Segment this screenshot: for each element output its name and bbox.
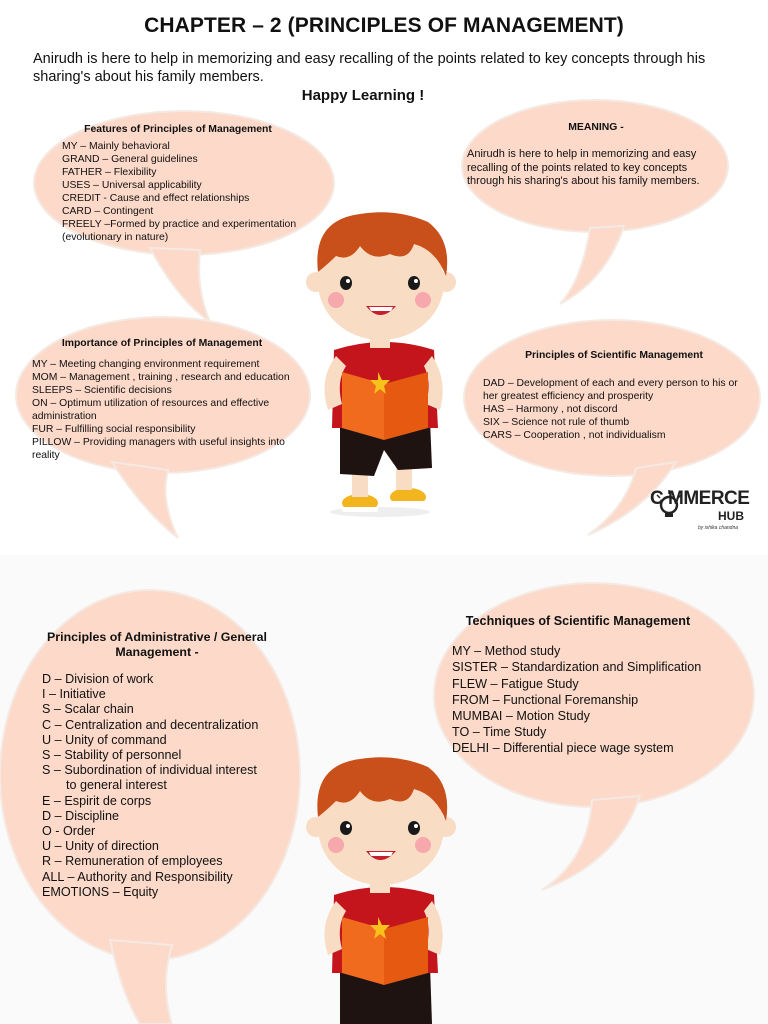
- list-item: GRAND – General guidelines: [62, 154, 198, 165]
- techniques-text: [452, 614, 744, 757]
- commerce-hub-logo: [650, 488, 760, 538]
- techniques-heading: Techniques of Scientific Management: [465, 614, 691, 628]
- features-bubble-tail: [150, 248, 210, 322]
- list-item: U – Unity of direction: [42, 839, 159, 854]
- features-list: [62, 140, 312, 244]
- scientific-text: [483, 349, 745, 442]
- list-item: S – Scalar chain: [42, 702, 134, 717]
- administrative-text: [42, 630, 282, 900]
- list-item: SIX – Science not rule of thumb: [483, 417, 630, 428]
- list-item: D – Division of work: [42, 672, 154, 686]
- importance-text: [32, 337, 304, 462]
- list-item: R – Remuneration of employees: [42, 854, 223, 869]
- list-item: DELHI – Differential piece wage system: [452, 741, 674, 756]
- list-item: to general interest: [66, 778, 167, 793]
- list-item: SLEEPS – Scientific decisions: [32, 385, 172, 396]
- list-item: C – Centralization and decentralization: [42, 717, 259, 732]
- list-item: CREDIT - Cause and effect relationships: [62, 193, 250, 204]
- logo-sub: HUB: [718, 509, 744, 523]
- meaning-body: Anirudh is here to help in memorizing and easy recalling of the points related to key concepts through his sharing's about his family members.: [467, 148, 700, 187]
- intro-text: Anirudh is here to help in memorizing and easy recalling of the points related to key concepts through his sharing's about his family members.: [33, 51, 706, 85]
- list-item: EMOTIONS – Equity: [42, 884, 159, 899]
- list-item: O - Order: [42, 824, 96, 839]
- scientific-heading: Principles of Scientific Management: [525, 350, 703, 361]
- list-item: MOM – Management , training , research and education: [32, 372, 290, 383]
- list-item: FATHER – Flexibility: [62, 167, 157, 178]
- techniques-bubble-tail: [542, 796, 640, 890]
- list-item: USES – Universal applicability: [62, 180, 202, 191]
- list-item: ON – Optimum utilization of resources and effective administration: [32, 398, 270, 422]
- list-item: FROM – Functional Foremanship: [452, 692, 639, 707]
- list-item: MY – Meeting changing environment requirement: [32, 359, 260, 370]
- list-item: D – Discipline: [42, 808, 119, 823]
- administrative-heading: Principles of Administrative / General Management -: [47, 630, 267, 659]
- logo-brand: C MMERCE: [650, 488, 750, 509]
- page-title: CHAPTER – 2 (PRINCIPLES OF MANAGEMENT): [144, 14, 624, 37]
- list-item: S – Stability of personnel: [42, 748, 182, 763]
- logo-byline: by ishika chandna: [698, 525, 739, 531]
- meaning-heading: MEANING -: [568, 122, 624, 133]
- list-item: TO – Time Study: [452, 725, 547, 740]
- list-item: PILLOW – Providing managers with useful insights into reality: [32, 437, 285, 461]
- meaning-text: [465, 121, 727, 189]
- features-text: [62, 123, 312, 244]
- importance-list: [32, 358, 304, 462]
- list-item: HAS – Harmony , not discord: [483, 404, 618, 415]
- list-item: FLEW – Fatigue Study: [452, 676, 579, 691]
- list-item: DAD – Development of each and every person to his or her greatest efficiency and prosperity: [483, 378, 738, 402]
- scientific-list: [483, 377, 745, 442]
- list-item: FREELY –Formed by practice and experimentation: [62, 219, 297, 230]
- list-item: E – Espirit de corps: [42, 793, 152, 808]
- list-item: (evolutionary in nature): [62, 232, 169, 243]
- boy-illustration-top: [306, 212, 456, 517]
- list-item: U – Unity of command: [42, 732, 167, 747]
- list-item: FUR – Fulfilling social responsibility: [32, 424, 196, 435]
- importance-bubble-tail: [112, 462, 178, 538]
- list-item: CARD – Contingent: [62, 206, 154, 217]
- list-item: MY – Method study: [452, 644, 561, 659]
- list-item: ALL – Authority and Responsibility: [42, 869, 233, 884]
- features-heading: Features of Principles of Management: [84, 124, 272, 135]
- list-item: CARS – Cooperation , not individualism: [483, 430, 666, 441]
- list-item: MUMBAI – Motion Study: [452, 709, 590, 724]
- techniques-list: [452, 643, 744, 756]
- greeting: Happy Learning !: [301, 87, 425, 104]
- boy-illustration-bottom: [306, 757, 456, 1024]
- administrative-list: [42, 672, 282, 900]
- list-item: S – Subordination of individual interest: [42, 763, 257, 778]
- list-item: MY – Mainly behavioral: [62, 141, 170, 152]
- list-item: I – Initiative: [42, 687, 106, 702]
- administrative-bubble-tail: [110, 940, 172, 1024]
- meaning-bubble-tail: [560, 226, 624, 304]
- list-item: SISTER – Standardization and Simplification: [452, 660, 702, 675]
- importance-heading: Importance of Principles of Management: [61, 338, 263, 349]
